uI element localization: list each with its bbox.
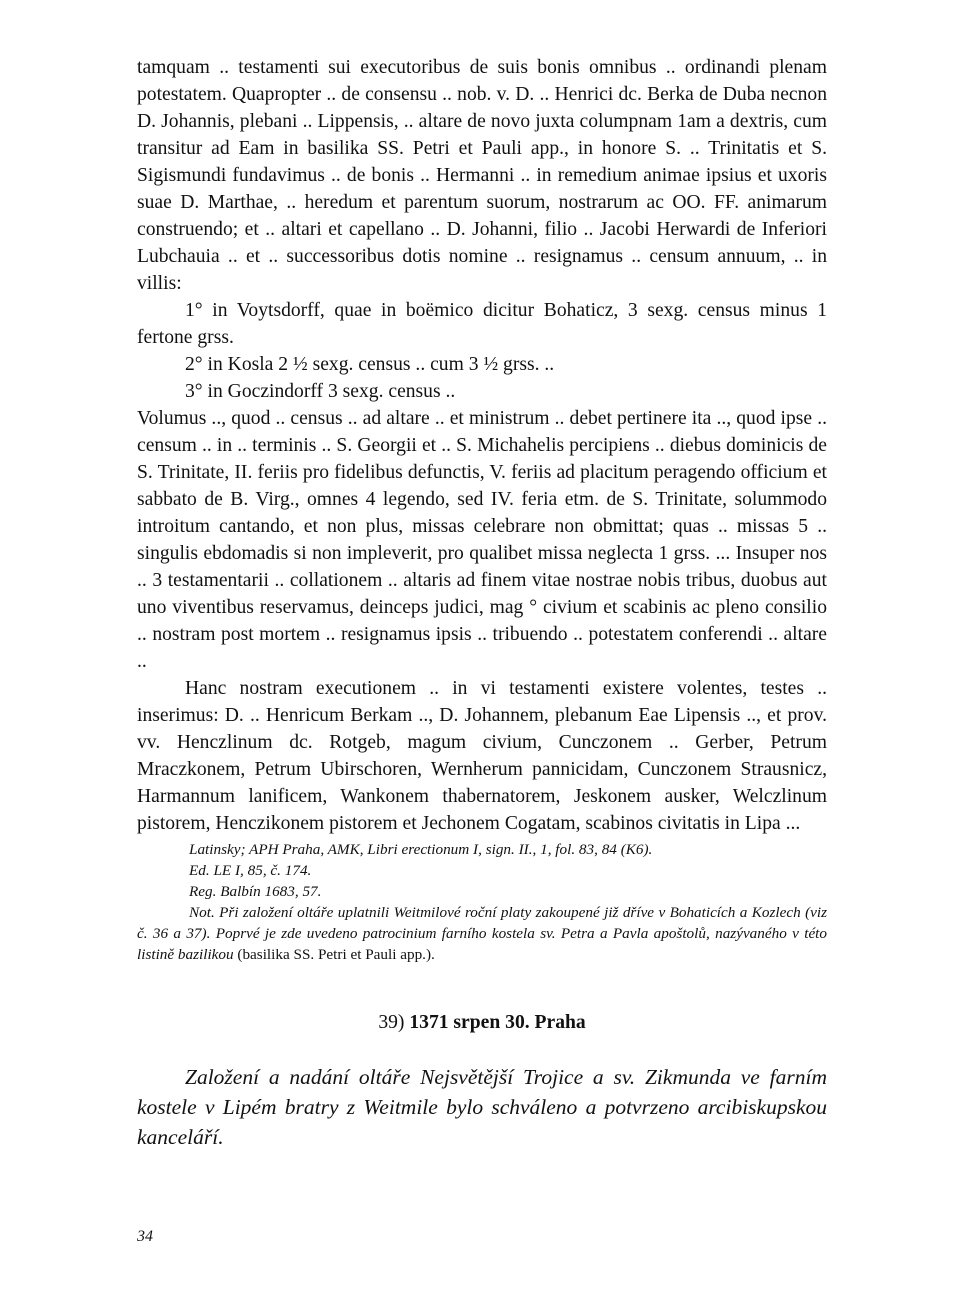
paragraph-opening: tamquam .. testamenti sui executoribus de suis bonis omnibus .. ordinandi plenam potestatem. Quapropter .. de consensu .. nob. v. D. .. Henrici dc. Berka de Duba necnon D. Johannis, plebani .. Lippensis, .. altare de novo juxta columpnam 1am a dextris, cum transitur ad Eam in basilika SS. Petri et Pauli app., in honore S. .. Trinitatis et S. Sigismundi fundavimus .. de bonis .. Hermanni .. in remedium animae ipsius et uxoris suae D. Marthae, .. heredum et parentum suorum, nostrarum ac OO. FF. animarum construendo; et .. altari et capellano .. D. Johanni, filio .. Jacobi Herwardi de Inferiori Lubchauia .. et .. successoribus dotis nomine .. resignamus .. censum annuum, .. in villis: — [137, 57, 827, 294]
note-regest: Reg. Balbín 1683, 57. — [189, 883, 322, 900]
note-commentary-italic: Not. Při založení oltáře uplatnili Weitmilové roční platy zakoupené již dříve v Bohaticích a Kozlech (viz č. 36 a 37). Poprvé je zde uvedeno patrocinium farního kostela sv. Petra a Pavla apoštolů, nazývaného v této listině bazilikou — [137, 904, 827, 963]
entry-heading — [137, 1009, 827, 1036]
entry-date-place: 1371 srpen 30. Praha — [409, 1012, 586, 1033]
entry-number: 39) — [378, 1012, 410, 1033]
paragraph-volumus: Volumus .., quod .. census .. ad altare .. et ministrum .. debet pertinere ita .., quod ipse .. censum .. in .. terminis .. S. Georgii et .. S. Michahelis percipiens .. diebus dominicis de S. Trinitate, II. feriis pro fidelibus defunctis, V. feriis ad placitum peragendo officium et sabbato de B. Virg., omnes 4 legendo, sed IV. feria etm. de S. Trinitate, solummodo introitum cantando, et non plus, missas celebrare non obmittat; quas .. missas 5 .. singulis ebdomadis si non impleverit, pro qualibet missa neglecta 1 grss. ... Insuper nos .. 3 testamentarii .. collationem .. altaris ad finem vitae nostrae nobis tribus, duobus aut uno viventibus reservamus, deinceps judici, mag ° civium et scabinis ac pleno consilio .. nostram post mortem .. resignamus ipsis .. tribuendo .. potestatem conferendi .. altare .. — [137, 408, 827, 672]
note-source: Latinsky; APH Praha, AMK, Libri erectionum I, sign. II., 1, fol. 83, 84 (K6). — [189, 841, 653, 858]
note-commentary — [137, 902, 827, 965]
entry-abstract: Založení a nadání oltáře Nejsvětější Trojice a sv. Zikmunda ve farním kostele v Lipém bratry z Weitmile bylo schváleno a potvrzeno arcibiskupskou kanceláří. — [137, 1065, 827, 1149]
note-commentary-upright: (basilika SS. Petri et Pauli app.). — [233, 946, 435, 963]
note-edition: Ed. LE I, 85, č. 174. — [189, 862, 312, 879]
paragraph-item-2: 2° in Kosla 2 ½ sexg. census .. cum 3 ½ grss. .. — [185, 354, 555, 375]
page-number: 34 — [137, 1228, 153, 1245]
document-page — [137, 54, 827, 1152]
charter-text — [137, 54, 827, 837]
paragraph-item-1: 1° in Voytsdorff, quae in boëmico dicitur Bohaticz, 3 sexg. census minus 1 fertone grss. — [137, 300, 827, 348]
source-notes — [137, 839, 827, 965]
paragraph-witnesses: Hanc nostram executionem .. in vi testamenti existere volentes, testes .. inserimus: D. .. Henricum Berkam .., D. Johannem, plebanum Eae Lipensis .., et prov. vv. Henczlinum dc. Rotgeb, magum civium, Cunczonem .. Gerber, Petrum Mraczkonem, Petrum Ubirschoren, Wernherum pannicidam, Cunczonem Strausnicz, Harmannum lanificem, Wankonem thabernatorem, Jeskonem ausker, Welczlinum pistorem, Henczikonem pistorem et Jechonem Cogatam, scabinos civitatis in Lipa ... — [137, 678, 827, 834]
paragraph-item-3: 3° in Goczindorff 3 sexg. census .. — [185, 381, 456, 402]
